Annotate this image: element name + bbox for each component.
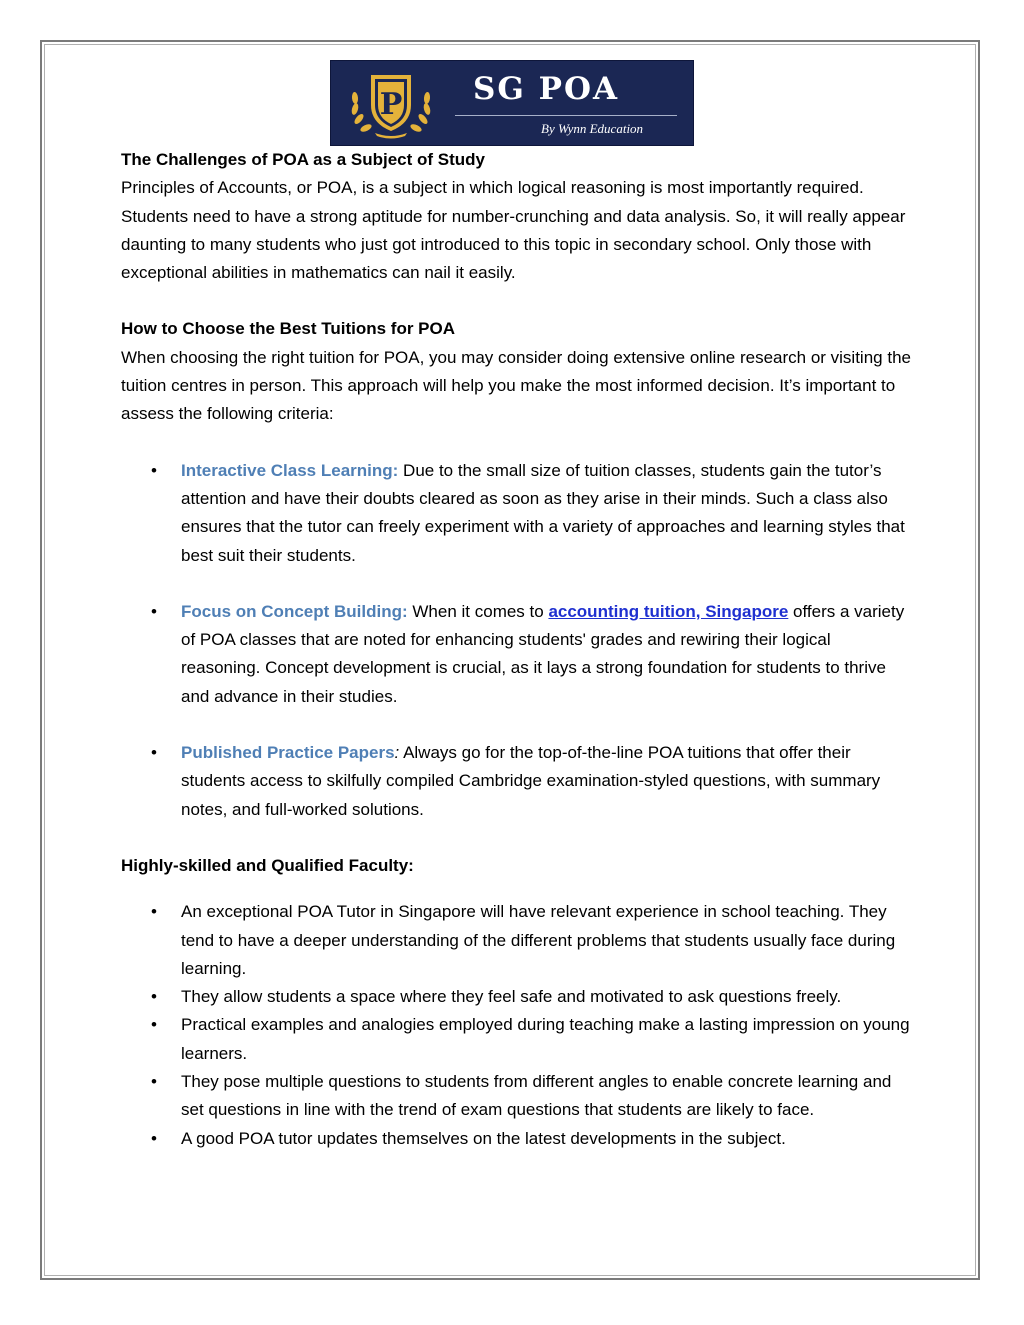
criteria-text: Always go for the top-of-the-line POA tuitions that offer their students access to skilfully compiled Cambridge examination-styled questions, with summary notes, and full-worked solutions. — [181, 743, 881, 819]
bullet-icon: • — [151, 1128, 157, 1148]
faculty-item-text: Practical examples and analogies employed during teaching make a lasting impression on young learners. — [181, 1015, 910, 1063]
faculty-item-text: They pose multiple questions to students from different angles to enable concrete learning and set questions in line with the trend of exam questions that students are likely to face. — [181, 1072, 892, 1120]
bullet-icon: • — [151, 743, 157, 763]
list-item — [121, 457, 911, 570]
section-heading-choose: How to Choose the Best Tuitions for POA — [121, 319, 456, 339]
list-item — [121, 1011, 911, 1068]
bullet-icon: • — [151, 1072, 157, 1092]
bullet-icon: • — [151, 601, 157, 621]
criteria-keyword: Focus on Concept Building: — [181, 601, 408, 621]
criteria-text: offers a variety of POA classes that are noted for enhancing students' grades and rewiring their logical reasoning. Concept development is crucial, as it lays a strong foundation for students to thrive and advance in their studies. — [181, 601, 905, 706]
sg-poa-logo — [330, 60, 694, 146]
faculty-item-text: They allow students a space where they feel safe and motivated to ask questions freely. — [181, 987, 842, 1007]
bullet-icon: • — [151, 460, 157, 480]
criteria-keyword: Published Practice Papers — [181, 743, 395, 763]
criteria-text: When it comes to — [407, 601, 549, 621]
list-item — [121, 983, 911, 1011]
document-body — [121, 146, 911, 1153]
criteria-list — [121, 457, 911, 824]
section-heading-faculty: Highly-skilled and Qualified Faculty: — [121, 855, 414, 875]
accounting-tuition-link[interactable]: accounting tuition, Singapore — [548, 601, 789, 621]
logo-brand-name: SG POA — [473, 71, 620, 107]
faculty-item-text: An exceptional POA Tutor in Singapore will have relevant experience in school teaching. They tend to have a deeper understanding of the different problems that students usually face during learning. — [181, 902, 896, 978]
faculty-list — [121, 898, 911, 1153]
list-item — [121, 739, 911, 824]
shield-laurel-emblem-icon — [345, 67, 437, 141]
logo-divider — [455, 115, 677, 116]
section-heading-challenges: The Challenges of POA as a Subject of Study — [121, 150, 485, 169]
criteria-colon: : — [394, 743, 400, 763]
list-item — [121, 1125, 911, 1153]
paragraph-choose: When choosing the right tuition for POA, you may consider doing extensive online research or visiting the tuition centres in person. This approach will help you make the most informed decision. It’s important to assess the following criteria: — [121, 347, 911, 424]
bullet-icon: • — [151, 1015, 157, 1035]
faculty-item-text: A good POA tutor updates themselves on the latest developments in the subject. — [181, 1128, 786, 1148]
criteria-keyword: Interactive Class Learning: — [181, 460, 399, 480]
paragraph-challenges: Principles of Accounts, or POA, is a subject in which logical reasoning is most importantly required. Students need to have a strong aptitude for number-crunching and data analysis. So, it will really appear daunting to many students who just got introduced to this topic in secondary school. Only those with exceptional abilities in mathematics can nail it easily. — [121, 178, 906, 283]
list-item — [121, 1068, 911, 1125]
bullet-icon: • — [151, 902, 157, 922]
criteria-text: Due to the small size of tuition classes, students gain the tutor’s attention and have their doubts cleared as soon as they arise in their minds. Such a class also ensures that the tutor can freely experiment with a variety of approaches and learning styles that best suit their students. — [181, 460, 905, 565]
svg-text:P: P — [379, 87, 403, 122]
list-item — [121, 898, 911, 983]
bullet-icon: • — [151, 987, 157, 1007]
logo-tagline: By Wynn Education — [541, 121, 644, 136]
list-item — [121, 598, 911, 711]
